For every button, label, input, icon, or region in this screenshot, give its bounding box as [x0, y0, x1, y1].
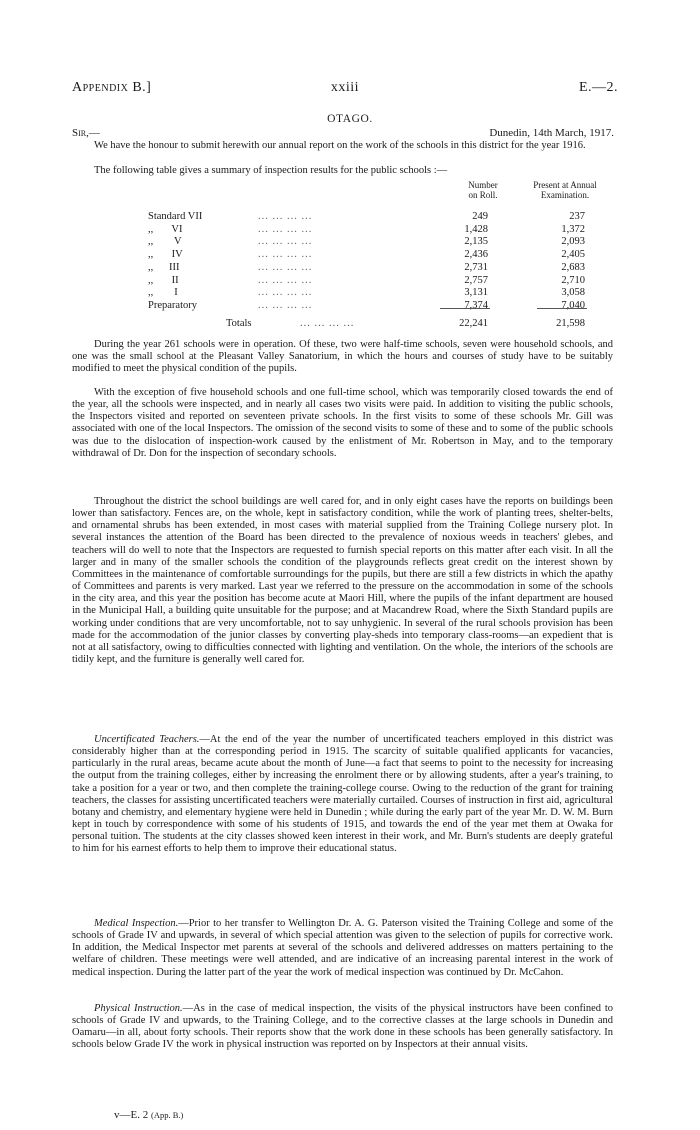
row-label: ,, II	[148, 274, 179, 286]
row-roll: 3,131	[464, 287, 488, 299]
page-footer	[114, 1109, 183, 1121]
paragraph-inspection: With the exception of five household schools and one full-time school, which was temporarily closed towards the end of the year, all the schools were inspected, and in nearly all cases two visits were paid. In addition to visiting the public schools, the Inspectors visited and reported on seventeen private schools. In the first visits to some of these schools Mr. Gill was associated with one of the local Inspectors. The omission of the second visits to some of these and to some of the public schools was due to the dislocation of inspection-work caused by the enlistment of Mr. Robertson in May, and to the temporary withdrawal of Dr. Don for the inspection of secondary schools.	[72, 387, 613, 459]
row-label: Preparatory	[148, 299, 197, 311]
row-roll: 2,135	[464, 236, 488, 248]
intro-paragraph: We have the honour to submit herewith our annual report on the work of the schools in this district for the year 1916.	[94, 140, 586, 151]
row-present: 2,710	[561, 274, 585, 286]
totals-leader: ... ... ... ...	[300, 318, 355, 329]
totals-present: 21,598	[556, 318, 585, 329]
heading-medical: Medical Inspection.	[94, 918, 179, 929]
row-leader: ... ... ... ...	[258, 211, 313, 222]
row-present: 2,405	[561, 249, 585, 261]
row-present: 2,093	[561, 236, 585, 248]
footer-appendix: (App. B.)	[150, 1110, 184, 1120]
row-roll: 249	[472, 211, 488, 222]
heading-uncertificated: Uncertificated Teachers.	[94, 734, 200, 745]
row-roll: 2,757	[464, 274, 488, 286]
row-roll: 2,436	[464, 249, 488, 261]
row-leader: ... ... ... ...	[258, 287, 313, 299]
row-leader: ... ... ... ...	[258, 249, 313, 261]
row-label: ,, IV	[148, 249, 183, 261]
paragraph-medical: Medical Inspection.—Prior to her transfer to Wellington Dr. A. G. Paterson visited the Training College and some of the schools of Grade IV and upwards, in several of which special attention was given to the selection of pupils for corrective work. In addition, the Medical Inspector met parents at several of the schools and delivered addresses on matters pertaining to the welfare of children. These meetings were well attended, and are indicative of an increasing parental interest in the work of medical inspection. During the latter part of the year the work of medical inspection was continued by Dr. McCahon.	[72, 918, 614, 978]
salutation: Sir,—	[72, 127, 100, 139]
row-present: 3,058	[561, 287, 585, 299]
row-roll: 7,374	[464, 299, 488, 311]
heading-physical: Physical Instruction.	[94, 1003, 183, 1014]
row-leader: ... ... ... ...	[258, 223, 313, 235]
total-rule-present	[537, 308, 587, 309]
row-present: 2,683	[561, 261, 585, 273]
row-roll: 1,428	[464, 223, 488, 235]
series-code: E.—2.	[578, 80, 618, 95]
row-present: 1,372	[561, 223, 585, 235]
page-number: xxiii	[330, 80, 360, 95]
row-present: 237	[569, 211, 585, 222]
row-present: 7,040	[561, 299, 585, 311]
paragraph-physical: Physical Instruction.—As in the case of medical inspection, the visits of the physical instructors have been confined to schools of Grade IV and upwards, to the Training College, and to the corrective classes at the large schools in Dunedin and Oamaru—in all, about forty schools. Their reports show that the work done in these schools has been generally satisfactory. In schools below Grade IV the work in physical instruction was reported on by Inspectors at their annual visits.	[72, 1003, 613, 1051]
page-header	[72, 80, 618, 102]
row-leader: ... ... ... ...	[258, 236, 313, 248]
row-roll: 2,731	[464, 261, 488, 273]
totals-label: Totals	[226, 318, 252, 329]
row-leader: ... ... ... ...	[258, 261, 313, 273]
section-title: OTAGO.	[327, 113, 373, 125]
paragraph-operation: During the year 261 schools were in operation. Of these, two were half-time schools, seven were household schools, and one was the small school at the Pleasant Valley Sanatorium, in which the hours and courses of study have to be suitably modified to meet the physical condition of the pupils.	[72, 339, 613, 375]
row-label: ,, V	[148, 236, 182, 248]
paragraph-uncertificated: Uncertificated Teachers.—At the end of the year the number of uncertificated teachers employed in this district was considerably higher than at the corresponding period in 1915. The scarcity of suitable qualified applicants for vacancies, particularly in the rural areas, became acute about the month of June—a fact that seems to point to the necessity for increasing the output from the training colleges, either by increasing the enrolment there or by allowing students, after a year's training, to take a position for a year or two, and then complete the training-college course. Owing to the reduction of the grant for training teachers, the classes for assisting uncertificated teachers were materially curtailed. Courses of instruction in first aid, agricultural botany and chemistry, and elementary hygiene were held in Dunedin ; while during the early part of the year Mr. D. W. M. Burn kept in touch by correspondence with some of his students of 1915, and towards the end of the year met them at Owaka for personal tuition. The students at the city classes showed keen interest in their work, and Mr. Burn's students are deeply grateful to him for his earnest efforts to help them to improve their educational status.	[72, 734, 613, 855]
table-intro: The following table gives a summary of inspection results for the public schools :—	[94, 165, 448, 176]
total-rule-roll	[440, 308, 490, 309]
appendix-label: Appendix B.]	[72, 80, 152, 95]
col-header-roll: Number on Roll.	[468, 180, 498, 200]
letter-date: Dunedin, 14th March, 1917.	[489, 127, 614, 139]
row-label: Standard VII	[148, 211, 203, 222]
row-leader: ... ... ... ...	[258, 274, 313, 286]
row-leader: ... ... ... ...	[258, 299, 313, 311]
col-header-present: Present at Annual Examination.	[533, 180, 597, 200]
totals-roll: 22,241	[459, 318, 488, 329]
paragraph-buildings: Throughout the district the school buildings are well cared for, and in only eight cases have the reports on buildings been lower than satisfactory. Fences are, on the whole, kept in satisfactory condition, while the work of planting trees, shelter-belts, and ornamental shrubs has been extended, in most cases with material supplied from the Training College nursery plot. In several instances the attention of the Board has been directed to the prevalence of noxious weeds in teachers' glebes, and teachers will do well to note that the Inspectors are requested to furnish special reports on this matter after each visit. In all the larger and in many of the smaller schools the condition of the playgrounds reflects great credit on the interest shown by Committees in the maintenance of comfortable surroundings for the pupils, but there are still a few districts in which the apathy of Committees and parents is very marked. Last year we referred to the pressure on the accommodation in some of the schools in the city area, and this year the position has become acute at Maori Hill, where the pupils of the infant department are housed in the Municipal Hall, a building quite unsuitable for the purpose; and at Macandrew Road, where the Sixth Standard pupils are working under conditions that are very uncomfortable, not to say unhygienic. In several of the rural schools provision has been made for the accommodation of the junior classes by converting play-sheds into temporary class-rooms—an expedient that is not at all satisfactory, owing to difficulties connected with lighting and ventilation. On the whole, the interiors of the schools are tidily kept, and the furniture is generally well cared for.	[72, 496, 613, 666]
footer-signature: v—E. 2	[114, 1109, 149, 1121]
row-label: ,, I	[148, 287, 178, 299]
row-label: ,, VI	[148, 223, 183, 235]
row-label: ,, III	[148, 261, 180, 273]
